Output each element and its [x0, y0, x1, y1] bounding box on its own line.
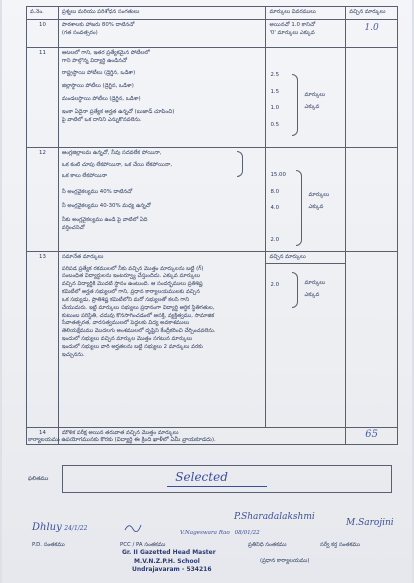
row-line: కుటుంబ పరిస్థితి, చదువు కొనసాగించడంలో ఆసక్తి, వ్యక్తిత్వము, సామాజిక	[61, 312, 215, 319]
row-line: పై వాటిలో ఒక దానిని ఎన్నుకొనవలెను.	[61, 116, 142, 123]
stamp-line: Gr. II Gazetted Head Master	[122, 549, 216, 556]
signature-assessor	[346, 518, 394, 528]
row-marks-details	[266, 19, 346, 47]
total-marks: 65	[346, 427, 398, 445]
row-questions	[58, 251, 266, 427]
row-line: ఆటలలో గాని, ఇతర ప్రత్యేకమైన పోటీలలో	[61, 49, 150, 56]
row-line: ఇంకా ఏదైనా ప్రత్యేక అర్హత ఉన్నచో (బుజాడ్ చూపించి)	[61, 108, 175, 115]
row-marks-details	[266, 147, 346, 251]
row-line: కమిటీలో అర్హత సభ్యులలో గాని, ప్రధాన కార్యాలయములకు వచ్చిన	[61, 289, 200, 296]
brace-icon	[292, 272, 298, 308]
marks-label: మార్కులు	[308, 191, 330, 198]
marks-label: ఎక్కువ	[304, 291, 320, 298]
marks-label: ఎక్కువ	[304, 103, 320, 110]
result-value: Selected	[175, 470, 228, 484]
result-box	[62, 465, 392, 493]
row-line: సేవాతత్పరత, వారసత్వములలో పెద్దలకు విద్య అవకాశములు	[61, 320, 190, 327]
signature-rep2	[180, 530, 260, 536]
pcc-signature-label: PCC / PA సంతకము	[120, 542, 166, 548]
signature-rep	[234, 512, 315, 522]
marks-value: 8.0	[270, 188, 280, 195]
hq-label: (ప్రధాన కార్యాలయము)	[260, 558, 310, 564]
row-line: సంబంధిత విద్యార్థులను ఇంటర్వ్యూ చేస్తుందిదు. ఎక్కువ మార్కులు	[61, 273, 201, 280]
row-line: వచ్చిన విద్యార్థికి మొదటి స్థానం ఉంటుంది. ఆ సందర్భములు ప్రతిశిష్ట	[61, 281, 203, 288]
marks-subheader: వచ్చిన మార్కులు	[266, 252, 345, 264]
signature-pcc-date: 08/01/22	[234, 530, 260, 536]
marks-value: 1.5	[270, 88, 280, 95]
school-stamp	[122, 549, 216, 575]
rep-signature-label: ప్రతినిధి సంతకము	[248, 542, 287, 548]
marks-value: 15.00	[270, 171, 286, 178]
result-section	[28, 465, 392, 493]
obtained-marks	[346, 251, 398, 427]
row-line: పరిపడ ప్రత్యేక రకములలో నీకు వచ్చిన మొత్తం మార్కులను బట్టి (గ్)	[61, 265, 204, 272]
application-form-page	[2, 0, 412, 583]
row-line: నీ అంగ్లవైకల్యము 40-30% మధ్య ఉన్నచో	[61, 203, 151, 210]
marks-value: 0.5	[270, 122, 280, 129]
signature-rep2-text: V.Nageswara Rao	[180, 530, 230, 536]
obtained-marks	[346, 47, 398, 147]
row-line: నీకు అంగ్లవైకల్యము ఉండి పై వాటిలో ఏది	[61, 216, 148, 223]
row-questions	[58, 19, 266, 47]
brace-icon	[296, 170, 302, 246]
marks-value: 2.0	[270, 281, 280, 288]
row-title: సమానేత మార్కులు	[61, 253, 104, 260]
header-marks-details: మార్కులు వివరములు	[266, 7, 346, 20]
result-label: ఫలితము	[28, 476, 49, 482]
marks-line: అయినచో 1.0 కానిచో	[269, 21, 316, 28]
marks-line: '0' మార్కులు ఎక్కువ	[269, 29, 315, 36]
table-header-row	[27, 7, 398, 20]
signature-pcc	[124, 522, 142, 534]
result-underline	[167, 486, 267, 487]
row-line: చేయుదురు. ఇట్టి మార్కులు సభ్యులు ప్రధానంగా విద్యార్థి ఆర్థిక స్థితిగతుల,	[61, 304, 215, 311]
marks-table	[26, 6, 398, 445]
table-row-12	[27, 147, 398, 251]
signature-pd-date: 24/1/22	[64, 525, 88, 532]
row-number: 12	[27, 147, 59, 251]
row-number: 13	[27, 251, 59, 427]
row-marks-details	[266, 47, 346, 147]
row-questions	[58, 47, 266, 147]
row-line: ఇందులో సభ్యులు వచ్చిన మార్కుల మొత్తం సగటున మార్కులు	[61, 336, 193, 343]
marks-label: ఎక్కువ	[308, 203, 324, 210]
table-row-10	[27, 19, 398, 47]
row-line: వర్తించనిచో	[61, 224, 85, 231]
obtained-marks	[346, 147, 398, 251]
row-number: 14	[27, 427, 59, 445]
row-line: ఒక కాలు లేకపోయినా	[61, 173, 108, 180]
signature-rep-text: P.Sharadalakshmi	[234, 512, 315, 522]
signature-pd: Dhluy 24/1/22	[32, 522, 88, 533]
obtained-marks: 1.0	[346, 19, 398, 47]
marks-label: మార్కులు	[304, 279, 326, 286]
row-line: ఆంగ్లజిల్లాలమ ఉన్నచో, నీవు సదవలేక పోయినా,	[61, 149, 162, 156]
brace-icon	[292, 74, 298, 136]
office-use-note: కార్యాలయము ఉపయోగమునకు కొరకు (విద్యార్థి ఈ క్రింది ఖాళీలో ఏమీ వ్రాయకూడదు).	[28, 437, 216, 443]
row-line: ఇచ్చునను.	[61, 351, 85, 358]
row-line: తెలియక్షేమము మొదలగు అంశములలో దృష్టిని కేంద్రీకరించి చేర్పించవలెను.	[61, 328, 216, 335]
header-serial: వ.నెం.	[27, 7, 59, 20]
marks-value: 2.0	[270, 237, 280, 244]
marks-label: మార్కులు	[304, 91, 326, 98]
marks-value: 2.5	[270, 71, 280, 78]
row-line: ఇందులో సభ్యులు వారి అర్హతలను బట్టి సభ్యులు 2 మార్కులు వరకు	[61, 343, 203, 350]
header-questions: ప్రశ్నలు మరియు పరిశోధన సంగతులు	[58, 7, 266, 20]
row-line: గాని పాల్గొన్న విద్యార్థి ఉండినచో	[61, 57, 128, 64]
stamp-line: M.V.N.Z.P.H. School	[134, 557, 200, 565]
row-number: 10	[27, 19, 59, 47]
table-row-13	[27, 251, 398, 427]
row-line: రాష్ట్రస్థాయి పోటీలు (డ్రెగ్జిన, ఒడిశా)	[61, 70, 136, 77]
assessor-signature-label: సర్వే కర్త సంతకము	[320, 542, 360, 548]
row-line: నీ అంగ్లవైకల్యము 40% దాటినచో	[61, 189, 133, 196]
row-marks-details	[266, 251, 346, 427]
marks-value: 1.0	[270, 105, 280, 112]
row-number: 11	[27, 47, 59, 147]
row-line: ఒక కంటి చూపు లేకపోయినా, ఒక చేయి లేకపోయినా,	[61, 161, 173, 168]
row-line: పాఠశాలకు హాజరు 80% దాటినచో	[61, 21, 135, 28]
table-row-11	[27, 47, 398, 147]
marks-value: 4.0	[270, 205, 280, 212]
row-line: జిల్లాస్థాయి పోటీలు (డ్రెగ్జిన, ఒడిశా)	[61, 83, 134, 90]
row-line: (గత సంవత్సరం)	[61, 29, 98, 36]
pd-signature-label: P.D. సంతకము	[32, 542, 65, 548]
row-line: మండలస్థాయి పోటీలు (డ్రెగ్జిన, ఒడిశా)	[61, 96, 141, 103]
signature-mark-icon	[124, 522, 142, 532]
brace-icon	[237, 151, 243, 177]
row-questions	[58, 147, 266, 251]
signature-assessor-text: M.Sarojini	[346, 518, 394, 528]
header-obtained: వచ్చిన మార్కులు	[346, 7, 398, 20]
row-line: ఒక సభ్యుడు, ప్రాతిశిష్ట కమిటీలోని మరో సభ్యులతో కలసి గాని	[61, 296, 189, 303]
stamp-line: Undrajavaram - 534216	[132, 566, 212, 574]
row-questions: మౌళిక పరీక్ష అయిన తరువాత వచ్చిన మొత్తం మార్కులు	[58, 427, 345, 445]
